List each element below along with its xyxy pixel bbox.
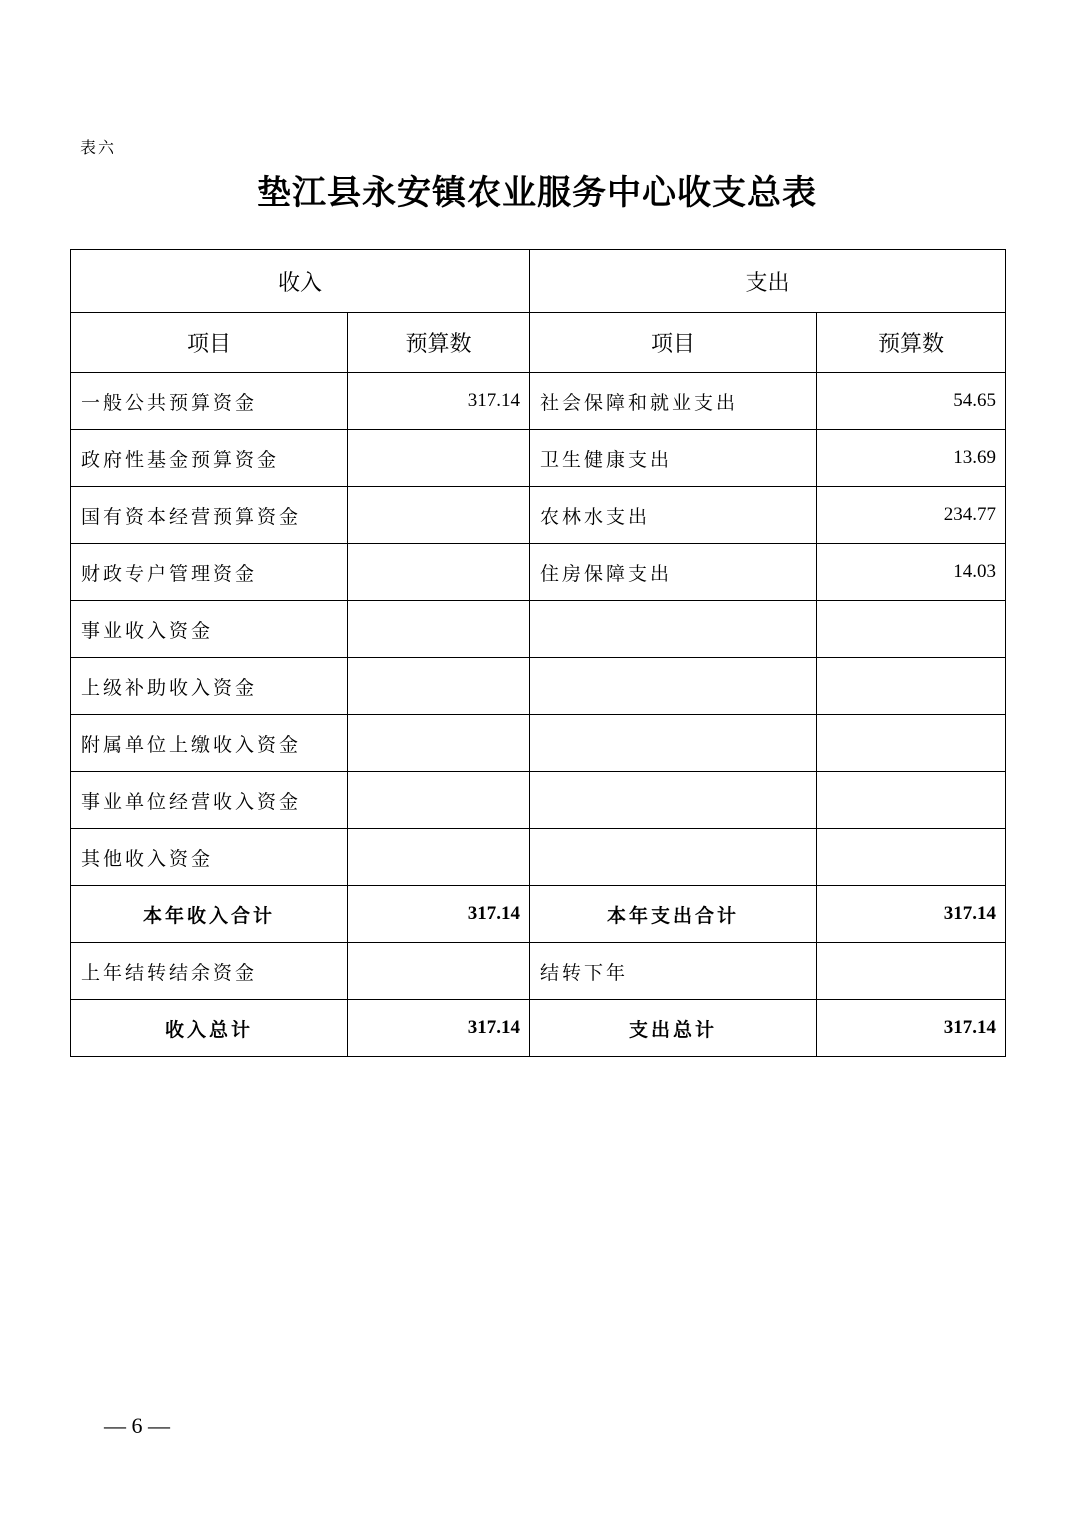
table-group-header-row — [71, 250, 1006, 313]
expense-amount-cell — [817, 601, 1006, 658]
budget-summary-table — [70, 249, 1006, 1057]
expense-item-cell — [530, 715, 817, 772]
year-expense-total-label: 本年支出合计 — [530, 886, 817, 943]
income-item-cell: 附属单位上缴收入资金 — [71, 715, 348, 772]
table-row — [71, 601, 1006, 658]
table-row — [71, 829, 1006, 886]
expense-item-cell: 农林水支出 — [530, 487, 817, 544]
income-item-cell: 国有资本经营预算资金 — [71, 487, 348, 544]
table-row — [71, 373, 1006, 430]
income-item-cell: 财政专户管理资金 — [71, 544, 348, 601]
expense-amount-cell: 234.77 — [817, 487, 1006, 544]
table-column-header-row — [71, 313, 1006, 373]
table-row — [71, 430, 1006, 487]
expense-item-cell: 卫生健康支出 — [530, 430, 817, 487]
expense-item-column-header: 项目 — [530, 313, 817, 373]
carryover-row — [71, 943, 1006, 1000]
year-income-total-label: 本年收入合计 — [71, 886, 348, 943]
carryover-expense-value — [817, 943, 1006, 1000]
grand-expense-total-value: 317.14 — [817, 1000, 1006, 1057]
year-total-row — [71, 886, 1006, 943]
expense-item-cell: 社会保障和就业支出 — [530, 373, 817, 430]
carryover-income-label: 上年结转结余资金 — [71, 943, 348, 1000]
income-amount-cell: 317.14 — [348, 373, 530, 430]
income-item-cell: 事业单位经营收入资金 — [71, 772, 348, 829]
expense-amount-cell: 14.03 — [817, 544, 1006, 601]
income-item-column-header: 项目 — [71, 313, 348, 373]
table-row — [71, 544, 1006, 601]
carryover-expense-label: 结转下年 — [530, 943, 817, 1000]
expense-amount-cell: 13.69 — [817, 430, 1006, 487]
table-row — [71, 658, 1006, 715]
carryover-income-value — [348, 943, 530, 1000]
income-item-cell: 其他收入资金 — [71, 829, 348, 886]
income-amount-cell — [348, 544, 530, 601]
table-label: 表六 — [80, 138, 117, 157]
table-row — [71, 772, 1006, 829]
grand-income-total-label: 收入总计 — [71, 1000, 348, 1057]
expense-amount-cell: 54.65 — [817, 373, 1006, 430]
income-amount-cell — [348, 772, 530, 829]
income-amount-cell — [348, 601, 530, 658]
table-row — [71, 487, 1006, 544]
expense-item-cell — [530, 601, 817, 658]
page-number: — 6 — — [104, 1413, 170, 1438]
income-amount-cell — [348, 658, 530, 715]
income-item-cell: 上级补助收入资金 — [71, 658, 348, 715]
page-title: 垫江县永安镇农业服务中心收支总表 — [257, 173, 817, 213]
expense-item-cell: 住房保障支出 — [530, 544, 817, 601]
expense-header: 支出 — [530, 250, 1006, 313]
grand-total-row — [71, 1000, 1006, 1057]
income-amount-cell — [348, 829, 530, 886]
income-amount-cell — [348, 430, 530, 487]
income-item-cell: 政府性基金预算资金 — [71, 430, 348, 487]
expense-amount-cell — [817, 829, 1006, 886]
year-income-total-value: 317.14 — [348, 886, 530, 943]
income-item-cell: 一般公共预算资金 — [71, 373, 348, 430]
income-header: 收入 — [71, 250, 530, 313]
income-amount-cell — [348, 487, 530, 544]
income-amount-cell — [348, 715, 530, 772]
income-item-cell: 事业收入资金 — [71, 601, 348, 658]
grand-income-total-value: 317.14 — [348, 1000, 530, 1057]
income-budget-column-header: 预算数 — [348, 313, 530, 373]
expense-amount-cell — [817, 658, 1006, 715]
expense-item-cell — [530, 658, 817, 715]
grand-expense-total-label: 支出总计 — [530, 1000, 817, 1057]
expense-budget-column-header: 预算数 — [817, 313, 1006, 373]
year-expense-total-value: 317.14 — [817, 886, 1006, 943]
expense-item-cell — [530, 829, 817, 886]
expense-amount-cell — [817, 772, 1006, 829]
expense-amount-cell — [817, 715, 1006, 772]
table-row — [71, 715, 1006, 772]
expense-item-cell — [530, 772, 817, 829]
